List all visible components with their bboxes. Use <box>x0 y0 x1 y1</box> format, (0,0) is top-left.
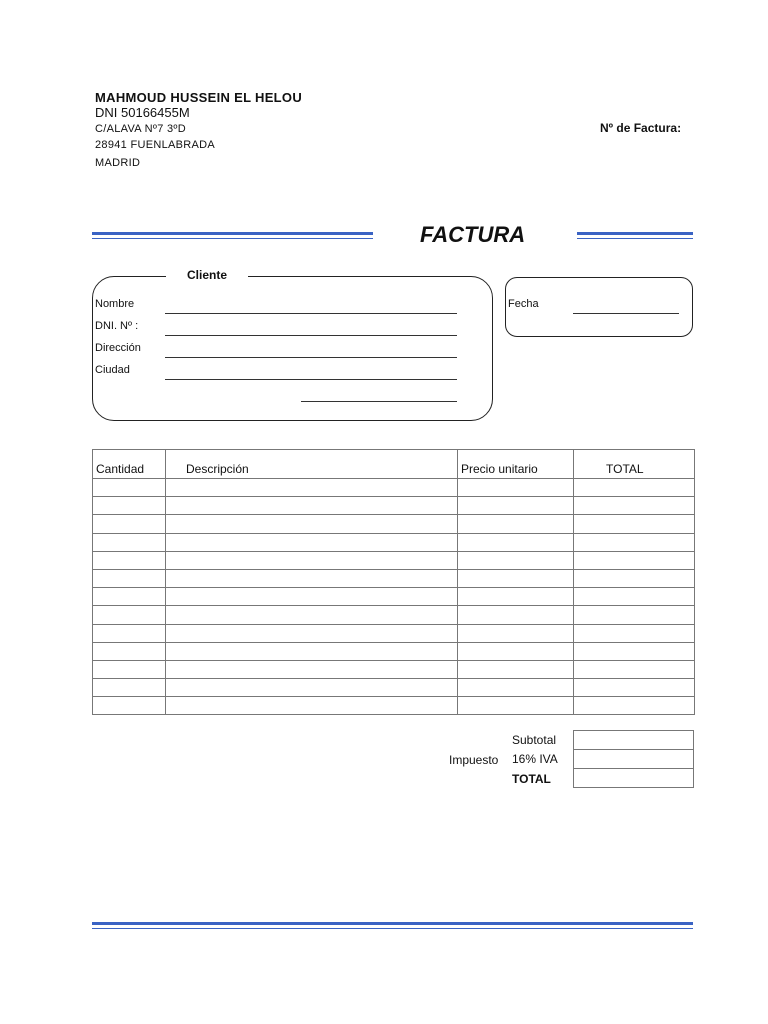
description-cell[interactable] <box>166 497 458 515</box>
unit-price-cell[interactable] <box>458 606 574 624</box>
unit-price-cell[interactable] <box>458 569 574 587</box>
title-rule-right <box>577 232 693 239</box>
table-row <box>93 551 695 569</box>
table-header-row <box>93 450 695 479</box>
title-rule-left <box>92 232 373 239</box>
quantity-cell[interactable] <box>93 642 166 660</box>
unit-price-cell[interactable] <box>458 551 574 569</box>
unit-price-cell[interactable] <box>458 515 574 533</box>
client-address-label: Dirección <box>95 342 141 354</box>
sender-dni: DNI 50166455M <box>95 105 190 120</box>
unit-price-cell[interactable] <box>458 642 574 660</box>
unit-price-cell[interactable] <box>458 660 574 678</box>
total-cell[interactable] <box>574 697 695 715</box>
total-cell[interactable] <box>574 642 695 660</box>
client-dni-label: DNI. Nº : <box>95 320 139 332</box>
date-field[interactable] <box>573 313 679 314</box>
quantity-cell[interactable] <box>93 515 166 533</box>
table-row <box>93 624 695 642</box>
sender-postal: 28941 FUENLABRADA <box>95 139 216 151</box>
total-cell[interactable] <box>574 588 695 606</box>
quantity-cell[interactable] <box>93 624 166 642</box>
subtotal-value[interactable] <box>573 730 694 750</box>
table-row <box>93 697 695 715</box>
total-cell[interactable] <box>574 606 695 624</box>
total-value[interactable] <box>573 768 694 788</box>
header-total: TOTAL <box>574 450 695 479</box>
unit-price-cell[interactable] <box>458 479 574 497</box>
header-unit-price: Precio unitario <box>458 450 574 479</box>
unit-price-cell[interactable] <box>458 697 574 715</box>
table-row <box>93 660 695 678</box>
description-cell[interactable] <box>166 479 458 497</box>
total-cell[interactable] <box>574 624 695 642</box>
client-legend: Cliente <box>166 268 248 282</box>
unit-price-cell[interactable] <box>458 679 574 697</box>
description-cell[interactable] <box>166 533 458 551</box>
total-cell[interactable] <box>574 551 695 569</box>
client-dni-field[interactable] <box>165 335 457 336</box>
client-address-field[interactable] <box>165 357 457 358</box>
unit-price-cell[interactable] <box>458 624 574 642</box>
sender-city: MADRID <box>95 157 141 169</box>
unit-price-cell[interactable] <box>458 533 574 551</box>
tax-rate: 16% IVA <box>512 752 558 766</box>
description-cell[interactable] <box>166 624 458 642</box>
description-cell[interactable] <box>166 551 458 569</box>
description-cell[interactable] <box>166 515 458 533</box>
client-name-label: Nombre <box>95 298 135 310</box>
client-city-field[interactable] <box>165 379 457 380</box>
quantity-cell[interactable] <box>93 588 166 606</box>
tax-value[interactable] <box>573 749 694 769</box>
quantity-cell[interactable] <box>93 697 166 715</box>
table-row <box>93 497 695 515</box>
description-cell[interactable] <box>166 679 458 697</box>
date-label: Fecha <box>508 298 539 310</box>
header-description: Descripción <box>166 450 458 479</box>
quantity-cell[interactable] <box>93 533 166 551</box>
table-row <box>93 479 695 497</box>
unit-price-cell[interactable] <box>458 588 574 606</box>
total-cell[interactable] <box>574 497 695 515</box>
total-label: TOTAL <box>512 772 551 786</box>
description-cell[interactable] <box>166 697 458 715</box>
sender-name: MAHMOUD HUSSEIN EL HELOU <box>95 90 303 105</box>
total-cell[interactable] <box>574 660 695 678</box>
client-box <box>92 276 493 421</box>
tax-label: Impuesto <box>449 753 499 767</box>
table-row <box>93 642 695 660</box>
table-row <box>93 606 695 624</box>
items-table <box>92 449 695 715</box>
quantity-cell[interactable] <box>93 497 166 515</box>
quantity-cell[interactable] <box>93 569 166 587</box>
table-row <box>93 679 695 697</box>
subtotal-label: Subtotal <box>512 733 557 747</box>
table-row <box>93 515 695 533</box>
quantity-cell[interactable] <box>93 551 166 569</box>
footer-rule <box>92 922 693 929</box>
quantity-cell[interactable] <box>93 679 166 697</box>
total-cell[interactable] <box>574 533 695 551</box>
sender-address: C/ALAVA Nº7 3ºD <box>95 123 186 135</box>
quantity-cell[interactable] <box>93 479 166 497</box>
table-row <box>93 533 695 551</box>
total-cell[interactable] <box>574 569 695 587</box>
table-row <box>93 569 695 587</box>
header-quantity: Cantidad <box>93 450 166 479</box>
quantity-cell[interactable] <box>93 660 166 678</box>
total-cell[interactable] <box>574 515 695 533</box>
client-city-label: Ciudad <box>95 364 130 376</box>
description-cell[interactable] <box>166 642 458 660</box>
description-cell[interactable] <box>166 569 458 587</box>
client-extra-field[interactable] <box>301 401 457 402</box>
table-row <box>93 588 695 606</box>
document-title: FACTURA <box>420 222 526 247</box>
description-cell[interactable] <box>166 660 458 678</box>
total-cell[interactable] <box>574 679 695 697</box>
invoice-number-label: Nº de Factura: <box>600 121 682 135</box>
client-name-field[interactable] <box>165 313 457 314</box>
quantity-cell[interactable] <box>93 606 166 624</box>
description-cell[interactable] <box>166 606 458 624</box>
total-cell[interactable] <box>574 479 695 497</box>
description-cell[interactable] <box>166 588 458 606</box>
unit-price-cell[interactable] <box>458 497 574 515</box>
